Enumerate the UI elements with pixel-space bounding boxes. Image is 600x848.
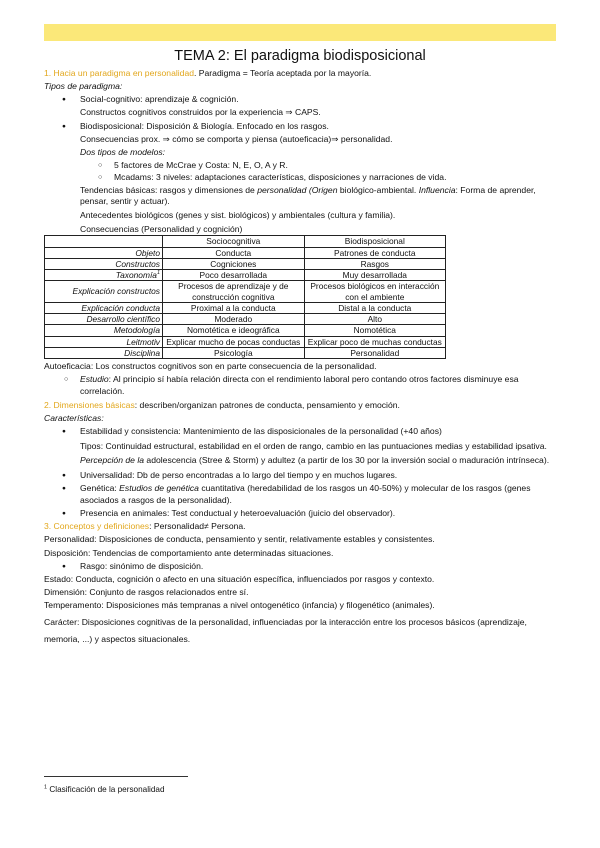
tipos-paradigma-label: Tipos de paradigma: [44, 81, 123, 92]
list-item-detail: Percepción de la adolescencia (Stree & Storm) y adultez (a partir de los 30 por la inversión social o maduración intrínseca). [80, 455, 550, 466]
list-item: ● Estabilidad y consistencia: Mantenimiento de las disposicionales de la personalidad (+40 años) [44, 426, 556, 438]
list-item: ○ Mcadams: 3 niveles: adaptaciones características, disposiciones y narraciones de vida. [44, 172, 556, 184]
temperamento-definition: Temperamento: Disposiciones más tempranas a nivel ontogenético (infancia) y filogenético (animales). [44, 600, 435, 611]
table-row: Desarrollo científico Moderado Alto [45, 314, 446, 325]
document-page [44, 47, 556, 649]
consecuencias-paragraph: Consecuencias (Personalidad y cognición) [80, 223, 243, 234]
tendencias-paragraph: Tendencias básicas: rasgos y dimensiones de personalidad (Origen biológico-ambiental. Influencia: Forma de aprender, pensar, sentir y actuar). [80, 184, 536, 207]
footnote-mark: 1 [44, 784, 48, 791]
rasgo-list [44, 561, 556, 573]
table-row: Explicación constructos Procesos de aprendizaje y de construcción cognitiva Procesos biológicos en interacción con el ambiente [45, 281, 446, 303]
table-row: Objeto Conducta Patrones de conducta [45, 247, 446, 258]
footnote-separator [44, 776, 188, 777]
table-header-cell: Biodisposicional [304, 236, 445, 247]
dos-tipos-label: Dos tipos de modelos: [80, 146, 166, 157]
models-list [44, 160, 556, 184]
list-item: ● Rasgo: sinónimo de disposición. [44, 561, 556, 573]
list-item: ● Social-cognitivo: aprendizaje & cognición. [44, 94, 556, 106]
table-row: Metodología Nomotética e ideográfica Nomotética [45, 325, 446, 336]
table-row: Leitmotiv Explicar mucho de pocas conductas Explicar poco de muchas conductas [45, 336, 446, 347]
list-item: ● Biodisposicional: Disposición & Biología. Enfocado en los rasgos. [44, 121, 556, 133]
page-title: TEMA 2: El paradigma biodisposicional [174, 48, 426, 64]
autoeficacia-paragraph: Autoeficacia: Los constructos cognitivos son en parte consecuencia de la personalidad. [44, 361, 377, 372]
list-item-detail: Tipos: Continuidad estructural, estabilidad en el orden de rango, cambio en las puntuaciones medias y estabilidad ipsativa. [80, 440, 547, 451]
list-item: ○ 5 factores de McCrae y Costa: N, E, O, A y R. [44, 160, 556, 172]
comparison-table [44, 235, 446, 359]
table-row: Disciplina Psicología Personalidad [45, 347, 446, 358]
table-row: Constructos Cogniciones Rasgos [45, 258, 446, 269]
caracter-definition: Carácter: Disposiciones cognitivas de la personalidad, influenciadas por la interacción entre los procesos básicos (aprendizaje, memoria, ...) y aspectos situacionales. [44, 616, 527, 644]
footnote-ref: 1 [156, 270, 160, 277]
antecedentes-paragraph: Antecedentes biológicos (genes y sist. biológicos) y ambientales (cultura y familia). [80, 209, 396, 220]
section-1-heading: 1. Hacia un paradigma en personalidad. Paradigma = Teoría aceptada por la mayoría. [44, 67, 372, 78]
paradigm-list [44, 94, 556, 158]
section-3-heading: 3. Conceptos y definiciones: Personalidad≠ Persona. [44, 521, 246, 532]
estado-definition: Estado: Conducta, cognición o afecto en una situación específica, influenciados por rasgos y contexto. [44, 574, 435, 585]
dimensions-list [44, 426, 556, 520]
header-highlight-bar [44, 24, 556, 41]
table-header-cell [45, 236, 163, 247]
table-row: Explicación conducta Proximal a la conducta Distal a la conducta [45, 302, 446, 313]
dimension-definition: Dimensión: Conjunto de rasgos relacionados entre sí. [44, 587, 249, 598]
footnote [44, 784, 165, 795]
list-item-detail: Consecuencias prox. ⇒ cómo se comporta y piensa (autoeficacia)⇒ personalidad. [80, 133, 393, 144]
personalidad-definition: Personalidad: Disposiciones de conducta, pensamiento y sentir, relativamente estables y consistentes. [44, 534, 435, 545]
list-item: ● Universalidad: Db de perso encontradas a lo largo del tiempo y en muchos lugares. [44, 470, 556, 482]
caracteristicas-label: Características: [44, 412, 104, 423]
section-2-heading: 2. Dimensiones básicas: describen/organizan patrones de conducta, pensamiento y emoción. [44, 399, 400, 410]
disposicion-definition: Disposición: Tendencias de comportamiento ante determinadas situaciones. [44, 547, 334, 558]
list-item: ● Presencia en animales: Test conductual y heteroevaluación (juicio del observador). [44, 508, 556, 520]
list-item: ● Genética: Estudios de genética cuantitativa (heredabilidad de los rasgos un 40-50%) y molecular de los rasgos (genes asociados a rasgos de la personalidad). [44, 483, 556, 506]
table-header-cell: Sociocognitiva [163, 236, 305, 247]
table-header-row [45, 236, 446, 247]
list-item: ○ Estudio: Al principio sí había relación directa con el rendimiento laboral pero contando otros factores disminuye esa correlación. [44, 374, 556, 397]
table-row: Taxonomía$^1$ Poco desarrollada Muy desarrollada [45, 270, 446, 281]
footnote-text: Clasificación de la personalidad [49, 785, 165, 794]
estudio-list [44, 374, 556, 397]
list-item-detail: Constructos cognitivos construidos por la experiencia ⇒ CAPS. [80, 107, 321, 118]
